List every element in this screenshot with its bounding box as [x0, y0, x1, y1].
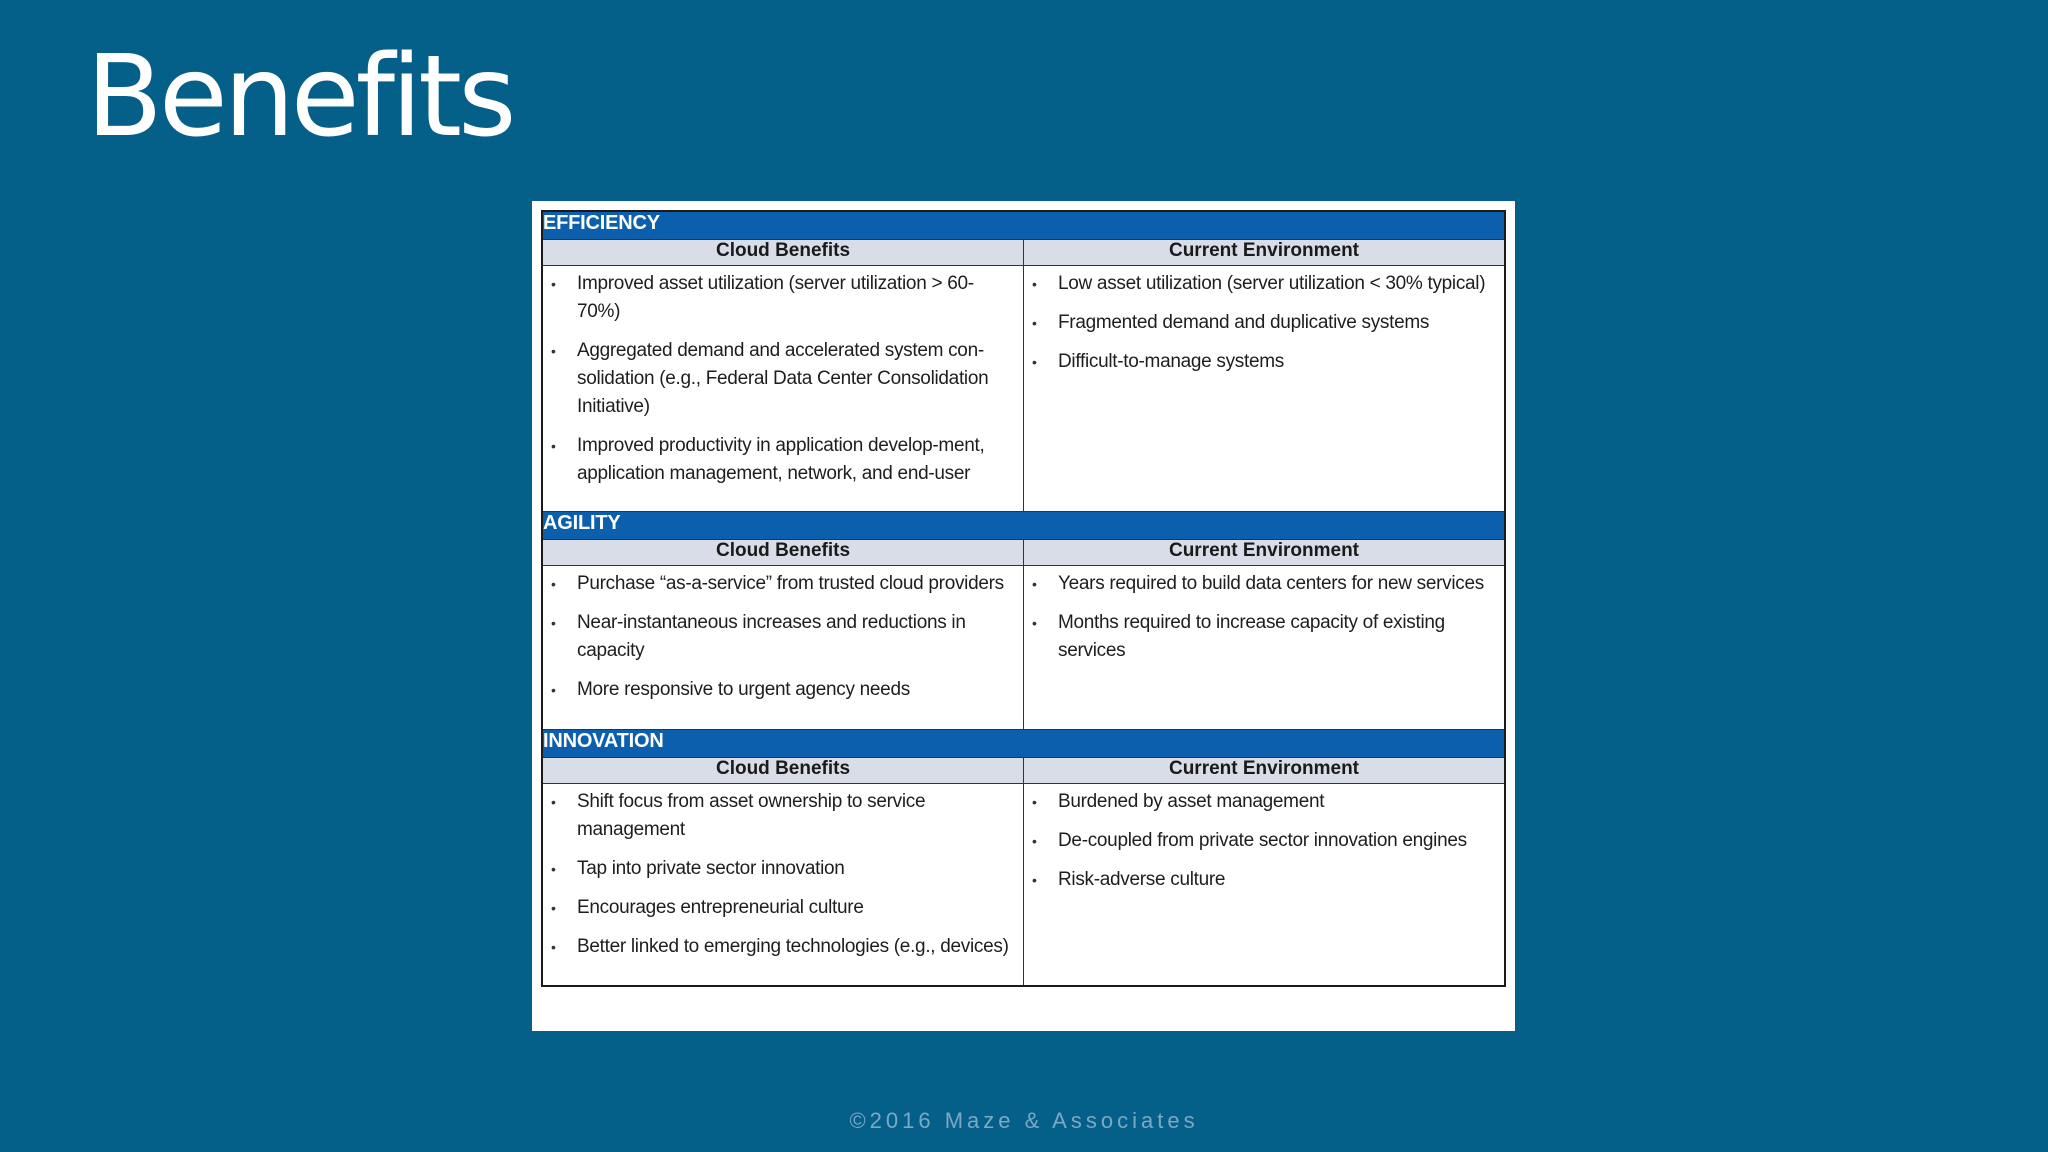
bullet-icon: •	[1032, 276, 1037, 292]
current-environment-cell	[1024, 784, 1506, 986]
list-item	[1032, 270, 1490, 298]
current-environment-cell	[1024, 266, 1506, 512]
list-item	[551, 933, 1009, 961]
cloud-benefits-cell	[542, 784, 1024, 986]
list-item	[1032, 570, 1490, 598]
column-header-row	[542, 758, 1505, 784]
bullet-icon: •	[1032, 615, 1037, 631]
list-item	[551, 894, 1009, 922]
list-item-text: Burdened by asset management	[1058, 791, 1325, 812]
section-title: AGILITY	[542, 512, 1505, 540]
list-item-text: Encourages entrepreneurial culture	[577, 897, 864, 918]
list-item-text: Improved productivity in application develop-ment, application management, network, and end-user	[577, 435, 985, 484]
list-item-text: More responsive to urgent agency needs	[577, 679, 910, 700]
bullet-icon: •	[1032, 315, 1037, 331]
section-row-efficiency	[542, 211, 1505, 240]
bullet-icon: •	[551, 900, 556, 916]
cloud-benefits-list	[543, 266, 1023, 490]
bullet-icon: •	[551, 682, 556, 698]
bullet-icon: •	[551, 861, 556, 877]
section-title: EFFICIENCY	[542, 211, 1505, 240]
list-item-text: Years required to build data centers for new services	[1058, 573, 1484, 594]
list-item-text: Fragmented demand and duplicative systems	[1058, 312, 1430, 333]
list-item	[551, 676, 1009, 704]
list-item	[551, 788, 1009, 844]
column-header-row	[542, 540, 1505, 566]
current-environment-list	[1024, 784, 1504, 896]
bullet-icon: •	[1032, 354, 1037, 370]
current-environment-list	[1024, 266, 1504, 378]
current-environment-header: Current Environment	[1024, 240, 1506, 266]
bullet-icon: •	[551, 615, 556, 631]
cloud-benefits-list	[543, 566, 1023, 706]
list-item	[551, 270, 1009, 326]
bullet-icon: •	[551, 276, 556, 292]
content-row-efficiency	[542, 266, 1505, 512]
section-row-agility	[542, 512, 1505, 540]
cloud-benefits-header: Cloud Benefits	[542, 240, 1024, 266]
list-item-text: Shift focus from asset ownership to service management	[577, 791, 926, 840]
list-item	[1032, 788, 1490, 816]
benefits-table	[541, 210, 1506, 987]
list-item	[1032, 866, 1490, 894]
current-environment-header: Current Environment	[1024, 540, 1506, 566]
list-item	[551, 609, 1009, 665]
list-item	[551, 855, 1009, 883]
current-environment-header: Current Environment	[1024, 758, 1506, 784]
cloud-benefits-header: Cloud Benefits	[542, 540, 1024, 566]
bullet-icon: •	[551, 794, 556, 810]
bullet-icon: •	[1032, 833, 1037, 849]
cloud-benefits-list	[543, 784, 1023, 963]
cloud-benefits-header: Cloud Benefits	[542, 758, 1024, 784]
bullet-icon: •	[1032, 794, 1037, 810]
cloud-benefits-cell	[542, 266, 1024, 512]
list-item	[551, 337, 1009, 421]
list-item	[1032, 827, 1490, 855]
list-item-text: Near-instantaneous increases and reductions in capacity	[577, 612, 966, 661]
list-item	[1032, 309, 1490, 337]
benefits-table-image	[532, 201, 1515, 1031]
list-item	[551, 432, 1009, 488]
list-item-text: Months required to increase capacity of existing services	[1058, 612, 1445, 661]
list-item	[1032, 609, 1490, 665]
bullet-icon: •	[551, 438, 556, 454]
content-row-innovation	[542, 784, 1505, 986]
cloud-benefits-cell	[542, 566, 1024, 730]
list-item-text: Difficult-to-manage systems	[1058, 351, 1284, 372]
bullet-icon: •	[551, 343, 556, 359]
list-item-text: Aggregated demand and accelerated system con-solidation (e.g., Federal Data Center Consolidation Initiative)	[577, 340, 989, 417]
section-row-innovation	[542, 730, 1505, 758]
current-environment-list	[1024, 566, 1504, 667]
content-row-agility	[542, 566, 1505, 730]
list-item-text: Tap into private sector innovation	[577, 858, 845, 879]
bullet-icon: •	[1032, 576, 1037, 592]
bullet-icon: •	[551, 939, 556, 955]
list-item-text: De-coupled from private sector innovation engines	[1058, 830, 1467, 851]
list-item-text: Risk-adverse culture	[1058, 869, 1226, 890]
list-item	[551, 570, 1009, 598]
copyright-footer: ©2016 Maze & Associates	[849, 1108, 1199, 1133]
list-item-text: Purchase “as-a-service” from trusted cloud providers	[577, 573, 1004, 594]
section-title: INNOVATION	[542, 730, 1505, 758]
current-environment-cell	[1024, 566, 1506, 730]
column-header-row	[542, 240, 1505, 266]
bullet-icon: •	[1032, 872, 1037, 888]
bullet-icon: •	[551, 576, 556, 592]
list-item-text: Better linked to emerging technologies (e.g., devices)	[577, 936, 1009, 957]
list-item-text: Low asset utilization (server utilization < 30% typical)	[1058, 273, 1486, 294]
list-item	[1032, 348, 1490, 376]
list-item-text: Improved asset utilization (server utilization > 60-70%)	[577, 273, 974, 322]
slide-title: Benefits	[86, 32, 513, 162]
